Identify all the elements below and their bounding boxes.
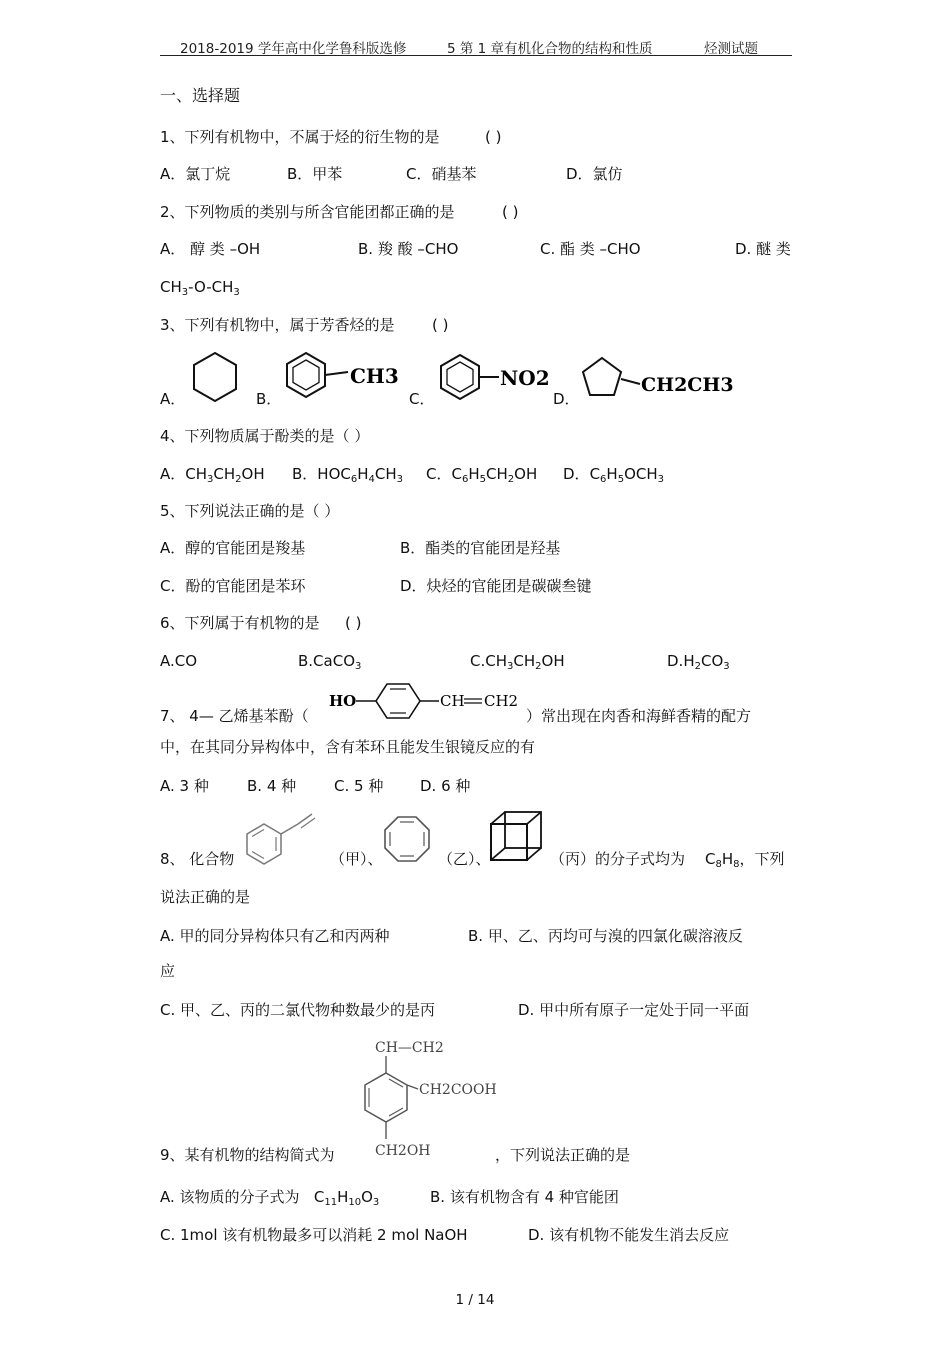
q7-stem-post: ）常出现在肉香和海鲜香精的配方 — [526, 707, 752, 725]
q8-option-a: A. 甲的同分异构体只有乙和丙两种 — [160, 927, 390, 945]
q4-stem: 4、下列物质属于酚类的是（ ） — [160, 427, 370, 445]
q1-option-d: D．氯仿 — [566, 165, 623, 183]
q3-stem: 3、下列有机物中，属于芳香烃的是 — [160, 316, 395, 334]
q8-option-b-continued: 应 — [160, 962, 176, 980]
q3-blank: ( ) — [432, 316, 449, 334]
q8-jia-label: （甲）、 — [330, 850, 383, 868]
q8-option-c: C. 甲、乙、丙的二氯代物种数最少的是丙 — [160, 1001, 436, 1019]
q7-option-a: A. 3 种 — [160, 777, 209, 795]
q6-stem: 6、下列属于有机物的是 — [160, 614, 320, 632]
q8-option-d: D. 甲中所有原子一定处于同一平面 — [518, 1001, 750, 1019]
q2-option-b: B. 羧 酸 –CHO — [358, 240, 459, 258]
nitro-label: NO2 — [500, 366, 550, 390]
q6-option-d: $D.H_2CO_3$ — [667, 652, 730, 672]
q4-option-d: D．$C_6H_5OCH_3$ — [563, 465, 665, 485]
q4-option-a: A．$CH_3CH_2OH$ — [160, 465, 265, 485]
q1-option-a: A．氯丁烷 — [160, 165, 231, 183]
q8-bing-label: （丙）的分子式均为 — [550, 850, 686, 868]
q6-option-c: $C.CH_3CH_2OH$ — [470, 652, 565, 672]
q2-stem: 2、下列物质的类别与所含官能团都正确的是 — [160, 203, 455, 221]
q9-option-a: A. 该物质的分子式为 $C_{11}H_{10}O_3$ — [160, 1188, 380, 1208]
q2-option-d-formula: $CH_3-O-CH_3$ — [160, 278, 240, 298]
q8-stem-line2: 说法正确的是 — [160, 888, 251, 906]
q8-option-b: B. 甲、乙、丙均可与溴的四氯化碳溶液反 — [468, 927, 743, 945]
q1-stem: 1、下列有机物中，不属于烃的衍生物的是 — [160, 128, 440, 146]
cyclooctatetraene-structure — [378, 812, 438, 868]
cubane-structure — [487, 808, 549, 866]
q3-option-c: C． — [409, 390, 435, 408]
page-number: 1 / 14 — [455, 1292, 495, 1308]
q1-option-b: B．甲苯 — [287, 165, 343, 183]
nitrobenzene-structure — [436, 352, 548, 404]
header-part-3: 烃测试题 — [704, 41, 758, 57]
header-part-1: 2018-2019 学年高中化学鲁科版选修 — [180, 41, 407, 57]
q6-blank: ( ) — [345, 614, 362, 632]
q2-option-d: D. 醚 类 — [735, 240, 791, 258]
q7-option-d: D. 6 种 — [420, 777, 471, 795]
q9-option-b: B. 该有机物含有 4 种官能团 — [430, 1188, 619, 1206]
ethyl-label: CH2CH3 — [641, 374, 734, 396]
toluene-ch3-label: CH3 — [350, 364, 399, 388]
q4-option-b: B．$HOC_6H_4CH_3$ — [292, 465, 404, 485]
header-rule — [160, 55, 792, 56]
q5-option-a: A．醇的官能团是羧基 — [160, 539, 306, 557]
q9-acetic-label: CH2COOH — [419, 1082, 497, 1098]
q9-compound-structure — [350, 1035, 500, 1163]
hydroxy-label: HO — [329, 692, 357, 710]
q9-stem: 9、某有机物的结构简式为 — [160, 1146, 335, 1164]
vinyl-ch2-label: CH2 — [484, 692, 519, 710]
q5-option-b: B．酯类的官能团是羟基 — [400, 539, 561, 557]
styrene-structure — [240, 812, 326, 868]
q9-stem-post: ，下列说法正确的是 — [495, 1146, 631, 1164]
q8-formula: $C_8H_8$，下列 — [705, 850, 785, 870]
q2-option-a: A． 醇 类 –OH — [160, 240, 261, 258]
q1-blank: ( ) — [485, 128, 502, 146]
q2-blank: ( ) — [502, 203, 519, 221]
section-title: 一、选择题 — [160, 86, 241, 105]
vinylphenol-structure — [326, 680, 524, 722]
vinyl-ch-label: CH — [440, 692, 465, 710]
ethylcyclopentane-structure — [580, 355, 734, 405]
q3-option-a: A． — [160, 390, 186, 408]
q6-option-b: B.CaCO$_3$ — [298, 652, 362, 672]
q8-yi-label: （乙）、 — [438, 850, 491, 868]
q5-option-c: C．酚的官能团是苯环 — [160, 577, 306, 595]
q7-stem-pre: 7、 4— 乙烯基苯酚（ — [160, 707, 309, 725]
q1-option-c: C．硝基苯 — [406, 165, 477, 183]
toluene-structure — [282, 350, 397, 404]
q4-option-c: C．$C_6H_5CH_2OH$ — [426, 465, 538, 485]
q7-option-b: B. 4 种 — [247, 777, 297, 795]
q5-option-d: D．炔烃的官能团是碳碳叁键 — [400, 577, 592, 595]
q9-option-d: D. 该有机物不能发生消去反应 — [528, 1226, 730, 1244]
q6-option-a: A.CO — [160, 652, 198, 670]
q9-hydroxymethyl-label: CH2OH — [375, 1143, 431, 1159]
q7-stem-line2: 中，在其同分异构体中，含有苯环且能发生银镜反应的有 — [160, 738, 536, 756]
cyclohexane-structure — [188, 350, 244, 404]
q7-option-c: C. 5 种 — [334, 777, 384, 795]
q3-option-d: D． — [553, 390, 580, 408]
q2-option-c: C. 酯 类 –CHO — [540, 240, 641, 258]
q9-vinyl-label: CH—CH2 — [375, 1040, 444, 1056]
q8-stem-pre: 8、 化合物 — [160, 850, 235, 868]
q5-stem: 5、下列说法正确的是（ ） — [160, 502, 340, 520]
header-part-2: 5 第 1 章有机化合物的结构和性质 — [447, 41, 653, 57]
q3-option-b: B． — [256, 390, 282, 408]
q9-option-c: C. 1mol 该有机物最多可以消耗 2 mol NaOH — [160, 1226, 468, 1244]
